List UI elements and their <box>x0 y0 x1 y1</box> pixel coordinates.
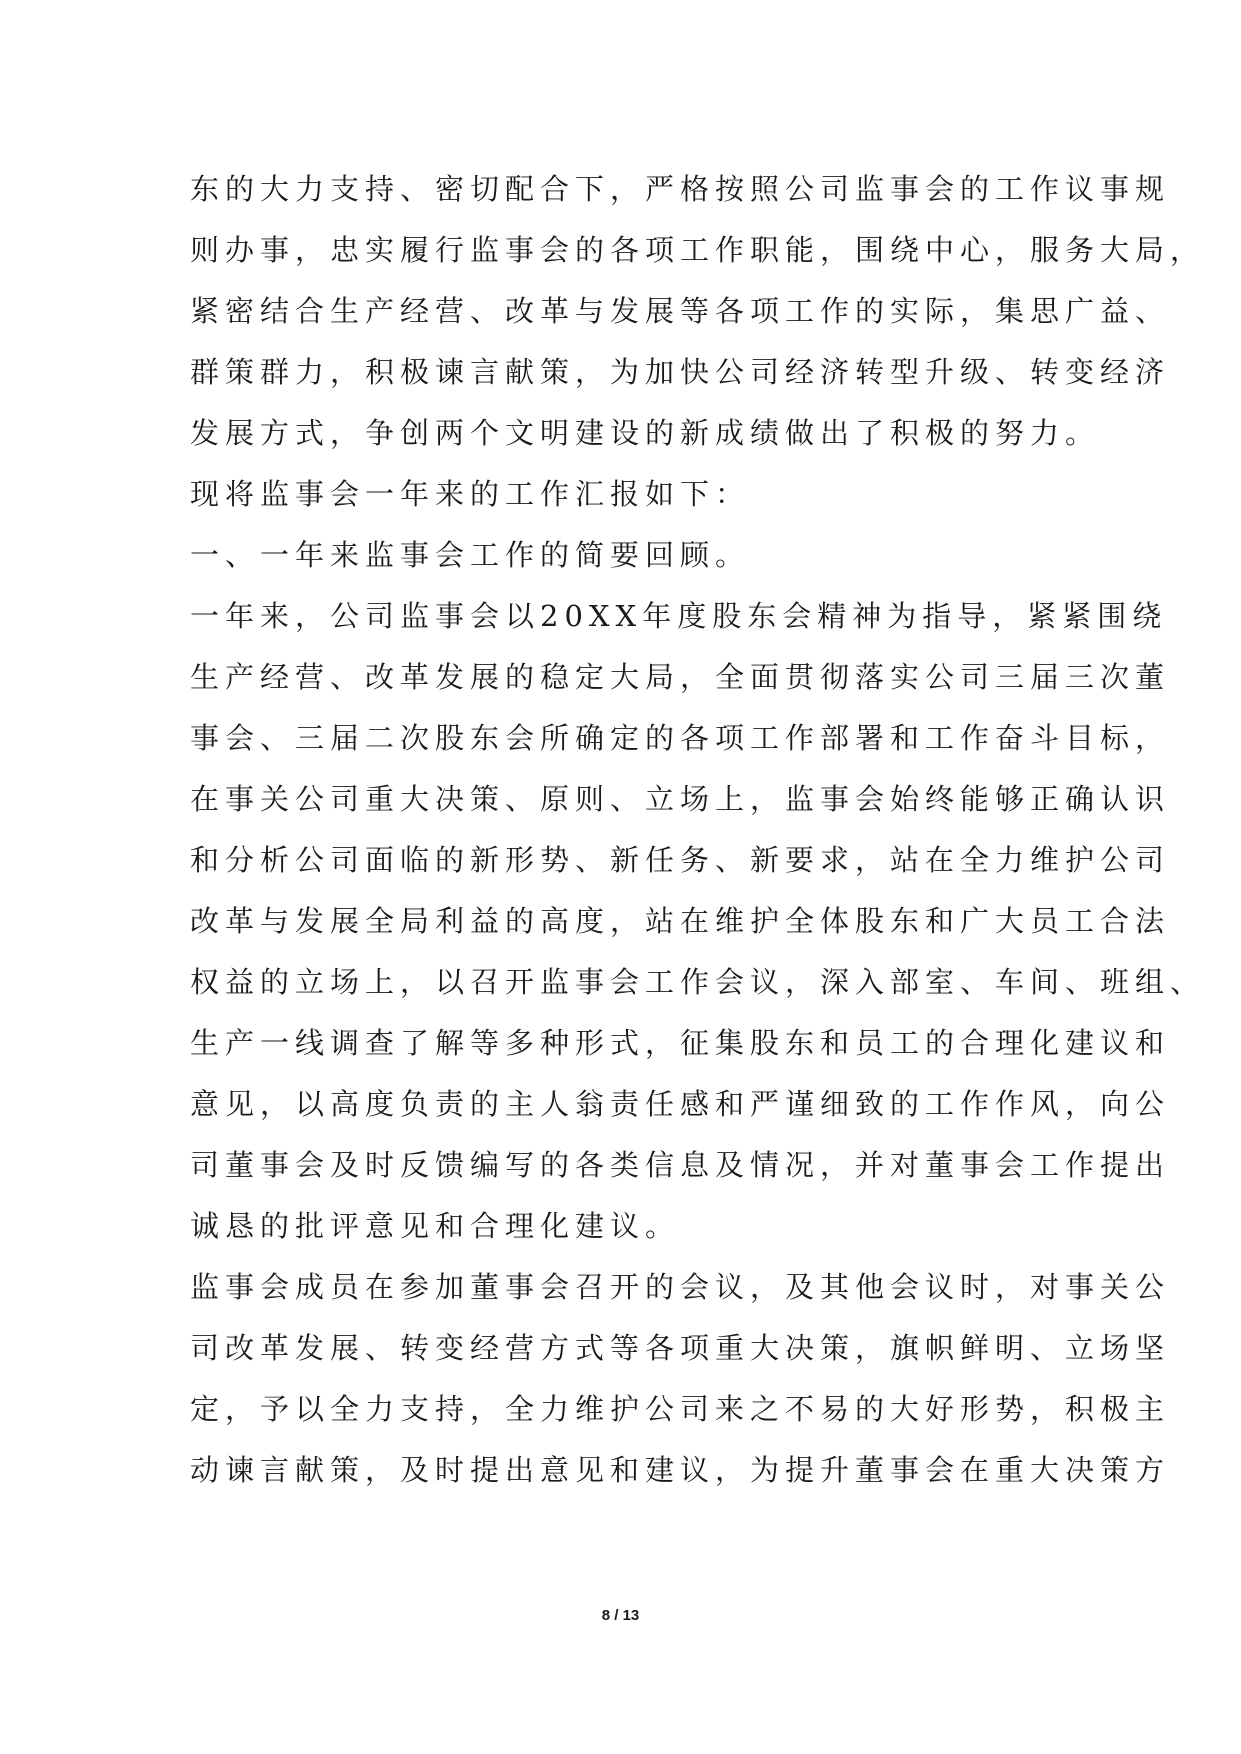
text-line: 东的大力支持、密切配合下，严格按照公司监事会的工作议事规 <box>190 172 1171 206</box>
text-line: 一年来，公司监事会以20XX年度股东会精神为指导，紧紧围绕 <box>190 599 1168 633</box>
text-line: 生产经营、改革发展的稳定大局，全面贯彻落实公司三届三次董 <box>190 660 1171 694</box>
text-line: 诚恳的批评意见和合理化建议。 <box>190 1209 681 1243</box>
text-line: 生产一线调查了解等多种形式，征集股东和员工的合理化建议和 <box>190 1026 1171 1060</box>
text-line: 在事关公司重大决策、原则、立场上，监事会始终能够正确认识 <box>190 782 1171 816</box>
text-line: 动谏言献策，及时提出意见和建议，为提升董事会在重大决策方 <box>190 1453 1171 1487</box>
text-line: 和分析公司面临的新形势、新任务、新要求，站在全力维护公司 <box>190 843 1171 877</box>
text-line: 事会、三届二次股东会所确定的各项工作部署和工作奋斗目标， <box>190 721 1171 755</box>
text-line: 定，予以全力支持，全力维护公司来之不易的大好形势，积极主 <box>190 1392 1171 1426</box>
body-text <box>190 159 1206 1501</box>
text-line: 监事会成员在参加董事会召开的会议，及其他会议时，对事关公 <box>190 1270 1171 1304</box>
text-line: 改革与发展全局利益的高度，站在维护全体股东和广大员工合法 <box>190 904 1171 938</box>
text-line: 司改革发展、转变经营方式等各项重大决策，旗帜鲜明、立场坚 <box>190 1331 1171 1365</box>
text-line: 司董事会及时反馈编写的各类信息及情况，并对董事会工作提出 <box>190 1148 1171 1182</box>
text-line: 紧密结合生产经营、改革与发展等各项工作的实际，集思广益、 <box>190 294 1171 328</box>
page-number: 8 / 13 <box>601 1607 640 1624</box>
text-line: 群策群力，积极谏言献策，为加快公司经济转型升级、转变经济 <box>190 355 1171 389</box>
section-heading: 一、一年来监事会工作的简要回顾。 <box>190 538 751 572</box>
text-line: 则办事，忠实履行监事会的各项工作职能，围绕中心，服务大局， <box>190 233 1206 267</box>
text-line: 权益的立场上，以召开监事会工作会议，深入部室、车间、班组、 <box>190 965 1206 999</box>
text-line: 现将监事会一年来的工作汇报如下： <box>190 477 751 511</box>
text-line: 发展方式，争创两个文明建设的新成绩做出了积极的努力。 <box>190 416 1101 450</box>
text-line: 意见，以高度负责的主人翁责任感和严谨细致的工作作风，向公 <box>190 1087 1171 1121</box>
